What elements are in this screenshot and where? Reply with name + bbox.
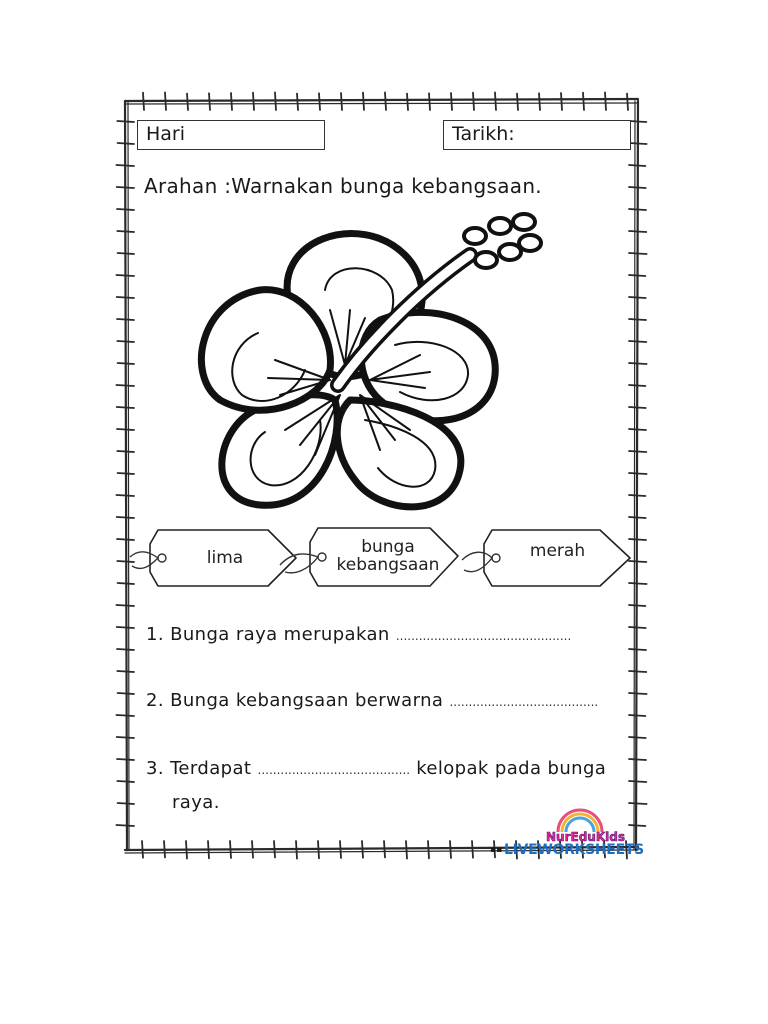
logo-bottom-text: LIVEWORKSHEETS — [504, 842, 644, 858]
logo-top-text: NurEduKids — [546, 830, 625, 844]
answer-blank-3[interactable]: ........................................ — [257, 763, 411, 777]
question-1 — [146, 624, 571, 645]
question-2-text: 2. Bunga kebangsaan berwarna — [146, 690, 444, 711]
tarikh-label: Tarikh: — [452, 123, 515, 145]
liveworksheets-logo[interactable] — [490, 804, 650, 860]
answer-blank-1[interactable]: .............................................. — [395, 629, 572, 643]
answer-blank-2[interactable]: ....................................... — [449, 695, 599, 709]
tag-kebangsaan-label: kebangsaan — [336, 555, 440, 575]
question-3-text: 3. Terdapat — [146, 758, 252, 779]
question-1-text: 1. Bunga raya merupakan — [146, 624, 390, 645]
instruction-text: Arahan :Warnakan bunga kebangsaan. — [144, 174, 542, 198]
question-3 — [146, 758, 606, 779]
tag-merah[interactable] — [495, 541, 620, 561]
tag-lima-label: lima — [206, 548, 244, 568]
question-3-suffix: kelopak pada bunga — [416, 758, 607, 779]
question-3-line2: raya. — [172, 792, 220, 813]
tag-lima[interactable] — [160, 548, 290, 568]
question-2 — [146, 690, 598, 711]
tag-bunga-label: bunga — [361, 537, 415, 557]
tag-merah-label: merah — [529, 541, 586, 561]
hari-label: Hari — [146, 123, 186, 145]
blocks-icon: ▪▪ — [490, 845, 503, 855]
question-3-continuation — [172, 792, 220, 813]
tag-bunga-kebangsaan[interactable] — [318, 538, 458, 574]
